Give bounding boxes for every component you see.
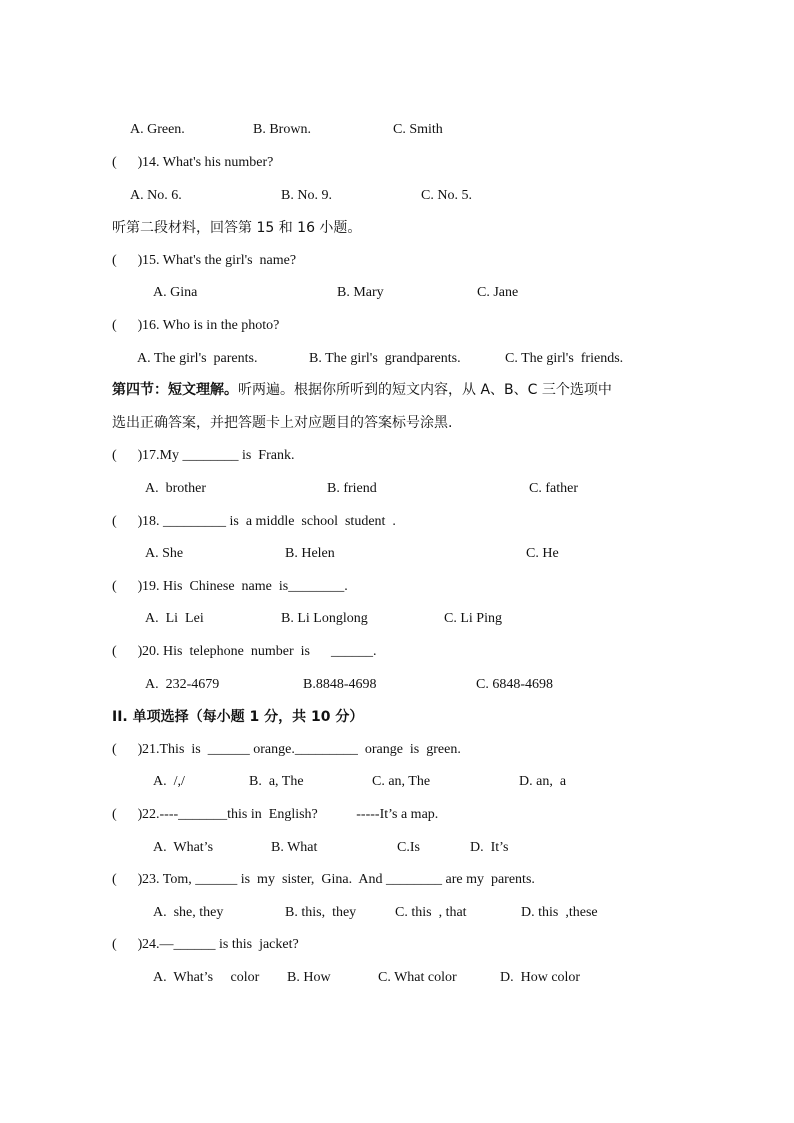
q24-option-c: C. What color xyxy=(378,970,457,985)
q22-option-c: C.Is xyxy=(397,840,420,855)
q21-option-d: D. an, a xyxy=(519,774,567,789)
q17-option-a: A. brother xyxy=(145,481,207,496)
q21-option-a: A. /,/ xyxy=(153,774,185,789)
section2-heading: II. 单项选择（每小题 1 分，共 10 分） xyxy=(112,709,364,725)
q18-option-c: C. He xyxy=(526,546,559,561)
q14-stem: 14. What's his number? xyxy=(142,155,274,170)
q14-option-a: A. No. 6. xyxy=(130,188,182,203)
q14-option-c: C. No. 5. xyxy=(421,188,472,203)
q13-option-b: B. Brown. xyxy=(253,122,311,137)
q19-stem: 19. His Chinese name is________. xyxy=(142,579,348,594)
q24-stem: 24.—______ is this jacket? xyxy=(142,937,299,952)
q22-option-b: B. What xyxy=(271,840,318,855)
q18-option-a: A. She xyxy=(145,546,184,561)
q18-option-b: B. Helen xyxy=(285,546,335,561)
q24-option-d: D. How color xyxy=(500,970,581,985)
q20-option-a: A. 232-4679 xyxy=(145,677,220,692)
q17-option-c: C. father xyxy=(529,481,578,496)
q23-stem: 23. Tom, ______ is my sister, Gina. And ________ are my parents. xyxy=(142,872,535,887)
q19-answer-blank[interactable]: ( ) xyxy=(112,579,143,594)
q23-option-c: C. this , that xyxy=(395,905,467,920)
q19-option-a: A. Li Lei xyxy=(145,611,204,626)
part2-instruction: 听第二段材料，回答第 15 和 16 小题。 xyxy=(112,220,362,236)
q22-option-d: D. It’s xyxy=(470,840,509,855)
q15-stem: 15. What's the girl's name? xyxy=(142,253,297,268)
q21-option-c: C. an, The xyxy=(372,774,431,789)
q23-option-a: A. she, they xyxy=(153,905,224,920)
q16-option-b: B. The girl's grandparents. xyxy=(309,351,461,366)
q22-option-a: A. What’s xyxy=(153,840,214,855)
q20-option-b: B.8848-4698 xyxy=(303,677,377,692)
q15-option-a: A. Gina xyxy=(153,285,198,300)
q15-answer-blank[interactable]: ( ) xyxy=(112,253,143,268)
q15-option-c: C. Jane xyxy=(477,285,519,300)
q22-answer-blank[interactable]: ( ) xyxy=(112,807,143,822)
q16-answer-blank[interactable]: ( ) xyxy=(112,318,143,333)
q13-option-c: C. Smith xyxy=(393,122,443,137)
q17-stem: 17.My ________ is Frank. xyxy=(142,448,295,463)
q23-answer-blank[interactable]: ( ) xyxy=(112,872,143,887)
q15-option-b: B. Mary xyxy=(337,285,384,300)
section4-heading: 第四节：短文理解。 xyxy=(112,382,238,398)
section4-instruction-line2: 选出正确答案，并把答题卡上对应题目的答案标号涂黑. xyxy=(112,415,453,431)
q14-option-b: B. No. 9. xyxy=(281,188,332,203)
q17-answer-blank[interactable]: ( ) xyxy=(112,448,143,463)
section4-instruction-line1: 听两遍。根据你所听到的短文内容，从 A、B、C 三个选项中 xyxy=(238,382,612,398)
q20-answer-blank[interactable]: ( ) xyxy=(112,644,143,659)
q23-option-b: B. this, they xyxy=(285,905,357,920)
q16-option-a: A. The girl's parents. xyxy=(137,351,258,366)
q13-option-a: A. Green. xyxy=(130,122,185,137)
q24-option-a: A. What’s color xyxy=(153,970,260,985)
q19-option-c: C. Li Ping xyxy=(444,611,502,626)
q21-answer-blank[interactable]: ( ) xyxy=(112,742,143,757)
q22-stem: 22.----_______this in English? -----It’s a map. xyxy=(142,807,439,822)
q23-option-d: D. this ,these xyxy=(521,905,598,920)
q14-answer-blank[interactable]: ( ) xyxy=(112,155,143,170)
q17-option-b: B. friend xyxy=(327,481,377,496)
q16-stem: 16. Who is in the photo? xyxy=(142,318,280,333)
q20-stem: 20. His telephone number is ______. xyxy=(142,644,377,659)
q20-option-c: C. 6848-4698 xyxy=(476,677,553,692)
section4-instructions xyxy=(112,381,612,399)
q24-option-b: B. How xyxy=(287,970,331,985)
q21-option-b: B. a, The xyxy=(249,774,304,789)
q16-option-c: C. The girl's friends. xyxy=(505,351,624,366)
q21-stem: 21.This is ______ orange._________ orange is green. xyxy=(142,742,461,757)
q19-option-b: B. Li Longlong xyxy=(281,611,368,626)
q18-answer-blank[interactable]: ( ) xyxy=(112,514,143,529)
q18-stem: 18. _________ is a middle school student . xyxy=(142,514,396,529)
q24-answer-blank[interactable]: ( ) xyxy=(112,937,143,952)
